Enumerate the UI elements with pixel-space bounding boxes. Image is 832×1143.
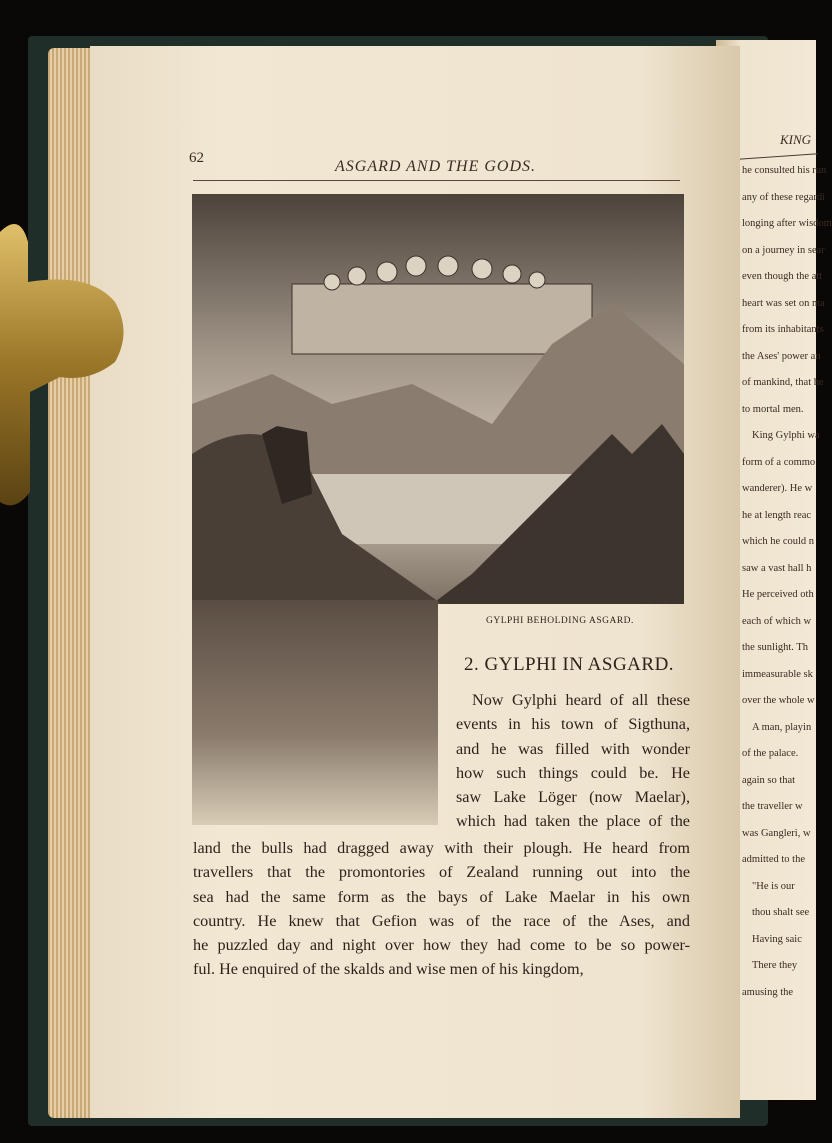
text-line: country. He knew that Gefion was of the race of the Ases, and [193,911,690,930]
right-text-line: he at length reac [742,509,812,521]
right-text-line: amusing the [742,986,794,998]
right-text-line: A man, playin [752,721,812,733]
text-line: he puzzled day and night over how they had come to be so power- [193,936,690,955]
right-text-line: which he could n [742,536,815,547]
right-text-line: thou shalt see [752,907,810,918]
right-text-line: each of which w [742,615,812,627]
narrow-paragraph [456,688,690,834]
text-line: ful. He enquired of the skalds and wise men of his kingdom, [193,960,584,979]
engraving-illustration [192,194,684,604]
right-rule [738,153,818,160]
right-text-line: again so that [742,774,796,786]
right-text-line: There they [752,960,798,971]
header-rule [193,180,680,181]
right-text-line: admitted to the [742,854,805,865]
right-text-line: of mankind, that he [742,377,824,388]
right-text-line: to mortal men. [742,403,804,415]
right-text-line: the Ases' power an [742,350,821,362]
right-text-line: he consulted his run [742,165,827,176]
right-text-line: Having saic [752,933,802,945]
section-title: 2. GYLPHI IN ASGARD. [464,654,675,675]
right-text-line: the traveller w [742,801,803,812]
right-text-line: He perceived oth [742,589,814,600]
right-text-line: "He is our [752,880,795,892]
text-line: saw Lake Löger (now Maelar), [456,788,690,807]
text-line: land the bulls had dragged away with their plough. He heard from [193,839,690,857]
right-text-line: the sunlight. Th [742,642,809,653]
text-line: how such things could be. He [456,763,690,782]
full-paragraph [193,836,690,982]
right-text-line: any of these regardi [742,191,826,203]
text-line: sea had the same form as the bays of Lake Maelar in his own [193,887,690,906]
text-line: events in his town of Sigthuna, [456,715,690,734]
running-head: ASGARD AND THE GODS. [335,158,537,175]
right-text-line: saw a vast hall h [742,562,812,574]
right-text-line: even though the att [742,271,823,282]
right-text-line: longing after wisdom [742,218,832,229]
right-text-line: over the whole w [742,695,815,706]
illustration-caption: GYLPHI BEHOLDING ASGARD. [486,616,634,626]
text-line: and he was filled with wonder [456,739,690,758]
brass-clasp-icon [0,212,130,512]
right-running-head: KING [780,132,812,147]
right-text-line: on a journey in sear [742,244,825,256]
right-text-line: wanderer). He w [742,483,813,494]
right-text-line: was Gangleri, w [742,827,811,839]
right-text-line: from its inhabitants [742,324,824,335]
text-line: travellers that the promontories of Zealand running out into the [193,863,690,882]
right-text-line: form of a commo [742,456,816,468]
text-line: Now Gylphi heard of all these [472,691,690,709]
text-line: which had taken the place of the [456,812,690,831]
right-text-line: immeasurable sk [742,668,813,680]
right-text-line: heart was set on ma [742,297,825,309]
page-number: 62 [189,150,204,166]
right-text-line: King Gylphi wa [752,430,820,441]
right-text-line: of the palace. [742,748,799,759]
engraving-illustration-lower [192,600,438,825]
